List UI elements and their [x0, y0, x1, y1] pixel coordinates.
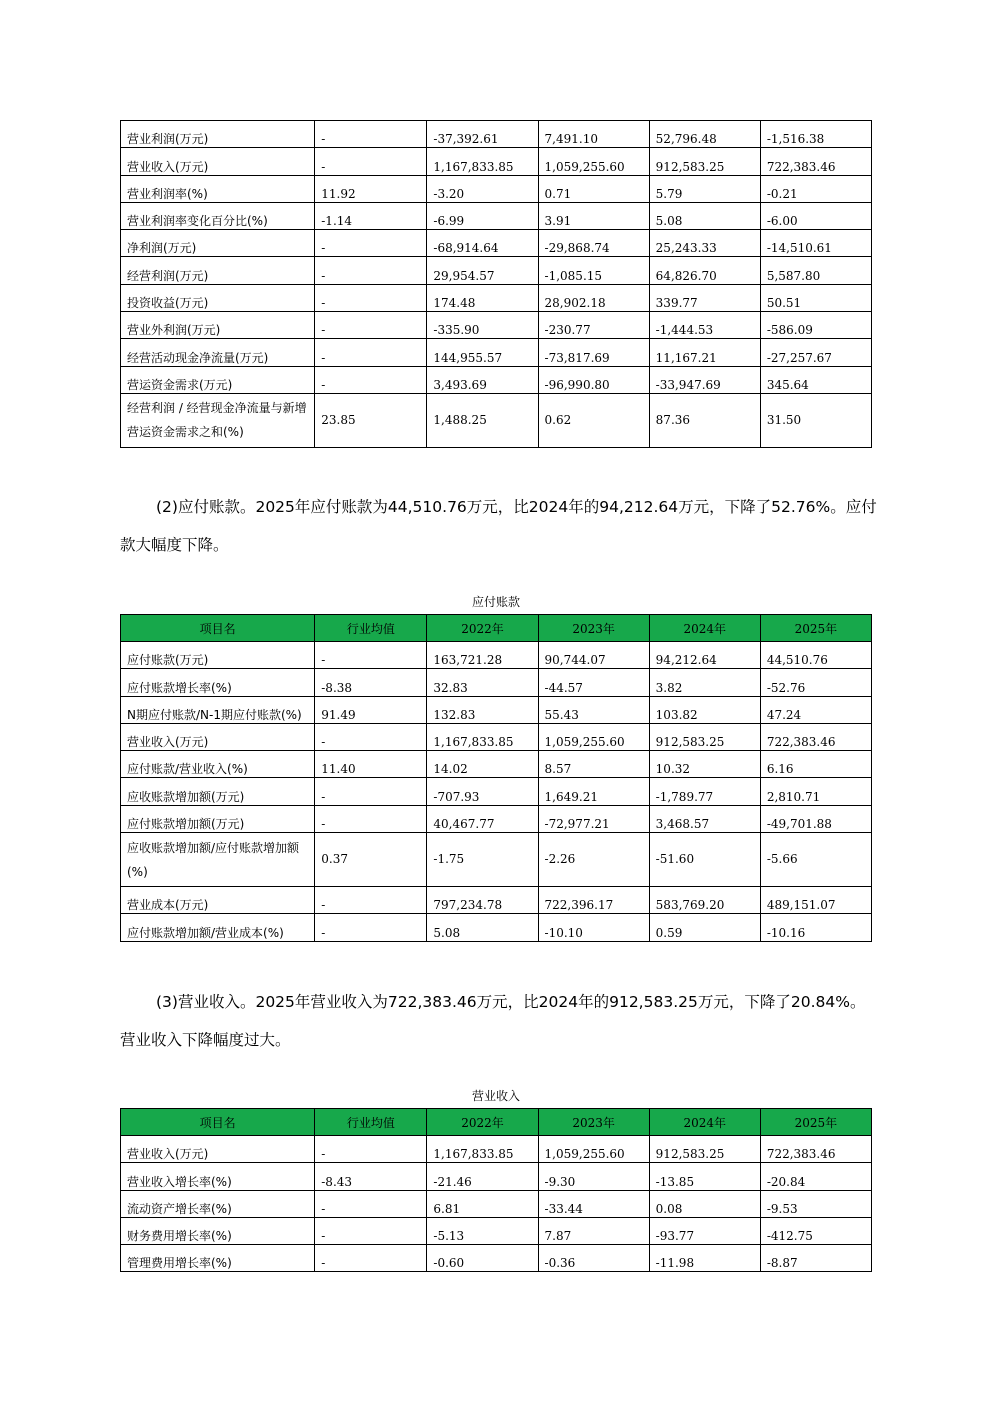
cell-value: 1,059,255.60: [538, 148, 649, 175]
column-header: 2023年: [538, 1109, 649, 1136]
cell-value: 40,467.77: [427, 805, 538, 832]
cell-value: -8.38: [315, 669, 427, 696]
row-label: 管理费用增长率(%): [121, 1245, 315, 1272]
row-label: 净利润(万元): [121, 230, 315, 257]
cell-value: -11.98: [649, 1245, 760, 1272]
cell-value: -: [315, 1245, 427, 1272]
cell-value: -: [315, 778, 427, 805]
table-row: [121, 148, 872, 175]
row-label: 投资收益(万元): [121, 284, 315, 311]
cell-value: 47.24: [760, 696, 871, 723]
cell-value: -73,817.69: [538, 339, 649, 366]
cell-value: 144,955.57: [427, 339, 538, 366]
column-header: 2023年: [538, 615, 649, 642]
cell-value: -5.13: [427, 1217, 538, 1244]
cell-value: -37,392.61: [427, 121, 538, 148]
table-row: [121, 778, 872, 805]
cell-value: -6.00: [760, 202, 871, 229]
cell-value: 163,721.28: [427, 642, 538, 669]
cell-value: 3.82: [649, 669, 760, 696]
row-label: 应付账款(万元): [121, 642, 315, 669]
header-row: [121, 615, 872, 642]
cell-value: -: [315, 805, 427, 832]
cell-value: -51.60: [649, 833, 760, 887]
cell-value: 3.91: [538, 202, 649, 229]
cell-value: 55.43: [538, 696, 649, 723]
cell-value: -: [315, 1217, 427, 1244]
cell-value: -10.10: [538, 914, 649, 941]
cell-value: 339.77: [649, 284, 760, 311]
cell-value: -: [315, 914, 427, 941]
cell-value: -1,516.38: [760, 121, 871, 148]
cell-value: 912,583.25: [649, 148, 760, 175]
cell-value: 7,491.10: [538, 121, 649, 148]
table-caption-revenue: 营业收入: [471, 1089, 520, 1103]
cell-value: -412.75: [760, 1217, 871, 1244]
cell-value: 722,383.46: [760, 723, 871, 750]
cell-value: 5.08: [427, 914, 538, 941]
cell-value: 2,810.71: [760, 778, 871, 805]
revenue-table: [120, 1108, 872, 1272]
cell-value: 3,493.69: [427, 366, 538, 393]
row-label: 营业利润率变化百分比(%): [121, 202, 315, 229]
cell-value: 5.79: [649, 175, 760, 202]
cell-value: -27,257.67: [760, 339, 871, 366]
cell-value: 10.32: [649, 751, 760, 778]
table-row: [121, 366, 872, 393]
cell-value: -5.66: [760, 833, 871, 887]
cell-value: -29,868.74: [538, 230, 649, 257]
cell-value: 8.57: [538, 751, 649, 778]
row-label: 营运资金需求(万元): [121, 366, 315, 393]
cell-value: -1.14: [315, 202, 427, 229]
table-row: [121, 833, 872, 887]
cell-value: 1,059,255.60: [538, 1136, 649, 1163]
profit-table: [120, 120, 872, 448]
cell-value: 1,167,833.85: [427, 148, 538, 175]
cell-value: 722,383.46: [760, 148, 871, 175]
cell-value: -1,789.77: [649, 778, 760, 805]
cell-value: -9.30: [538, 1163, 649, 1190]
cell-value: 3,468.57: [649, 805, 760, 832]
accounts-payable-table-body: [121, 642, 872, 942]
paragraph-accounts-payable: (2)应付账款。2025年应付账款为44,510.76万元，比2024年的94,212.64万元，下降了52.76%。应付款大幅度下降。: [120, 498, 877, 554]
row-label: 营业收入增长率(%): [121, 1163, 315, 1190]
column-header: 2025年: [760, 1109, 871, 1136]
column-header: 2025年: [760, 615, 871, 642]
cell-value: 174.48: [427, 284, 538, 311]
paragraph-revenue: (3)营业收入。2025年营业收入为722,383.46万元，比2024年的912,583.25万元，下降了20.84%。营业收入下降幅度过大。: [120, 993, 866, 1049]
cell-value: -33,947.69: [649, 366, 760, 393]
table-row: [121, 284, 872, 311]
row-label: 应付账款增长率(%): [121, 669, 315, 696]
cell-value: -72,977.21: [538, 805, 649, 832]
cell-value: 1,059,255.60: [538, 723, 649, 750]
accounts-payable-table: [120, 614, 872, 942]
cell-value: -: [315, 1136, 427, 1163]
cell-value: 0.71: [538, 175, 649, 202]
cell-value: 11,167.21: [649, 339, 760, 366]
cell-value: 90,744.07: [538, 642, 649, 669]
cell-value: 25,243.33: [649, 230, 760, 257]
cell-value: 50.51: [760, 284, 871, 311]
cell-value: 583,769.20: [649, 887, 760, 914]
cell-value: -8.87: [760, 1245, 871, 1272]
cell-value: -44.57: [538, 669, 649, 696]
cell-value: 14.02: [427, 751, 538, 778]
cell-value: -: [315, 121, 427, 148]
column-header: 2022年: [427, 615, 538, 642]
cell-value: -0.21: [760, 175, 871, 202]
header-row: [121, 1109, 872, 1136]
cell-value: 94,212.64: [649, 642, 760, 669]
cell-value: 912,583.25: [649, 1136, 760, 1163]
cell-value: 6.81: [427, 1190, 538, 1217]
cell-value: 1,649.21: [538, 778, 649, 805]
cell-value: -68,914.64: [427, 230, 538, 257]
cell-value: -: [315, 887, 427, 914]
cell-value: -: [315, 366, 427, 393]
cell-value: 28,902.18: [538, 284, 649, 311]
row-label: 流动资产增长率(%): [121, 1190, 315, 1217]
cell-value: 29,954.57: [427, 257, 538, 284]
cell-value: -8.43: [315, 1163, 427, 1190]
table-row: [121, 887, 872, 914]
cell-value: 64,826.70: [649, 257, 760, 284]
cell-value: 6.16: [760, 751, 871, 778]
cell-value: 7.87: [538, 1217, 649, 1244]
cell-value: 11.40: [315, 751, 427, 778]
table-row: [121, 1245, 872, 1272]
column-header: 2024年: [649, 615, 760, 642]
row-label: 营业外利润(万元): [121, 312, 315, 339]
row-label: 应收账款增加额/应付账款增加额(%): [121, 833, 315, 887]
cell-value: -13.85: [649, 1163, 760, 1190]
table-row: [121, 175, 872, 202]
cell-value: -14,510.61: [760, 230, 871, 257]
cell-value: -: [315, 284, 427, 311]
cell-value: -93.77: [649, 1217, 760, 1244]
cell-value: -586.09: [760, 312, 871, 339]
table-row: [121, 202, 872, 229]
cell-value: 0.62: [538, 393, 649, 447]
row-label: 经营活动现金净流量(万元): [121, 339, 315, 366]
cell-value: -10.16: [760, 914, 871, 941]
cell-value: -: [315, 257, 427, 284]
cell-value: -: [315, 312, 427, 339]
cell-value: 31.50: [760, 393, 871, 447]
cell-value: 132.83: [427, 696, 538, 723]
column-header: 项目名: [121, 615, 315, 642]
cell-value: 797,234.78: [427, 887, 538, 914]
cell-value: 1,488.25: [427, 393, 538, 447]
cell-value: -: [315, 339, 427, 366]
cell-value: 0.59: [649, 914, 760, 941]
table-row: [121, 257, 872, 284]
cell-value: 0.37: [315, 833, 427, 887]
cell-value: -1,444.53: [649, 312, 760, 339]
cell-value: 489,151.07: [760, 887, 871, 914]
table-row: [121, 805, 872, 832]
row-label: 财务费用增长率(%): [121, 1217, 315, 1244]
table-row: [121, 1190, 872, 1217]
cell-value: -707.93: [427, 778, 538, 805]
cell-value: 0.08: [649, 1190, 760, 1217]
row-label: 营业利润(万元): [121, 121, 315, 148]
row-label: 营业成本(万元): [121, 887, 315, 914]
cell-value: 44,510.76: [760, 642, 871, 669]
table-row: [121, 393, 872, 447]
cell-value: 11.92: [315, 175, 427, 202]
table-row: [121, 696, 872, 723]
table-row: [121, 1163, 872, 1190]
cell-value: 23.85: [315, 393, 427, 447]
cell-value: -9.53: [760, 1190, 871, 1217]
column-header: 2022年: [427, 1109, 538, 1136]
cell-value: -3.20: [427, 175, 538, 202]
cell-value: -230.77: [538, 312, 649, 339]
column-header: 2024年: [649, 1109, 760, 1136]
row-label: 应付账款增加额(万元): [121, 805, 315, 832]
cell-value: -: [315, 148, 427, 175]
cell-value: 912,583.25: [649, 723, 760, 750]
cell-value: -: [315, 642, 427, 669]
row-label: 应付账款/营业收入(%): [121, 751, 315, 778]
cell-value: 5,587.80: [760, 257, 871, 284]
cell-value: -: [315, 723, 427, 750]
row-label: 应付账款增加额/营业成本(%): [121, 914, 315, 941]
cell-value: 5.08: [649, 202, 760, 229]
cell-value: 91.49: [315, 696, 427, 723]
row-label: 营业利润率(%): [121, 175, 315, 202]
cell-value: 32.83: [427, 669, 538, 696]
cell-value: 722,383.46: [760, 1136, 871, 1163]
table-row: [121, 1217, 872, 1244]
cell-value: -0.36: [538, 1245, 649, 1272]
cell-value: -1,085.15: [538, 257, 649, 284]
table-row: [121, 669, 872, 696]
table-row: [121, 230, 872, 257]
row-label: 营业收入(万元): [121, 148, 315, 175]
cell-value: -49,701.88: [760, 805, 871, 832]
cell-value: -52.76: [760, 669, 871, 696]
table-row: [121, 751, 872, 778]
cell-value: -2.26: [538, 833, 649, 887]
cell-value: -96,990.80: [538, 366, 649, 393]
profit-table-body: [121, 121, 872, 448]
row-label: N期应付账款/N-1期应付账款(%): [121, 696, 315, 723]
cell-value: -20.84: [760, 1163, 871, 1190]
table-row: [121, 914, 872, 941]
table-row: [121, 312, 872, 339]
revenue-table-body: [121, 1136, 872, 1272]
table-caption-accounts-payable: 应付账款: [471, 595, 520, 609]
column-header: 行业均值: [315, 615, 427, 642]
column-header: 行业均值: [315, 1109, 427, 1136]
cell-value: -0.60: [427, 1245, 538, 1272]
table-row: [121, 121, 872, 148]
cell-value: -33.44: [538, 1190, 649, 1217]
revenue-table-header: [121, 1109, 872, 1136]
table-row: [121, 723, 872, 750]
table-row: [121, 642, 872, 669]
row-label: 应收账款增加额(万元): [121, 778, 315, 805]
cell-value: 1,167,833.85: [427, 723, 538, 750]
row-label: 经营利润 / 经营现金净流量与新增营运资金需求之和(%): [121, 393, 315, 447]
cell-value: 52,796.48: [649, 121, 760, 148]
table-row: [121, 339, 872, 366]
cell-value: -1.75: [427, 833, 538, 887]
cell-value: 722,396.17: [538, 887, 649, 914]
row-label: 营业收入(万元): [121, 723, 315, 750]
row-label: 营业收入(万元): [121, 1136, 315, 1163]
column-header: 项目名: [121, 1109, 315, 1136]
cell-value: 103.82: [649, 696, 760, 723]
cell-value: 87.36: [649, 393, 760, 447]
cell-value: -: [315, 230, 427, 257]
cell-value: -: [315, 1190, 427, 1217]
cell-value: -6.99: [427, 202, 538, 229]
cell-value: -335.90: [427, 312, 538, 339]
accounts-payable-table-header: [121, 615, 872, 642]
cell-value: 345.64: [760, 366, 871, 393]
cell-value: -21.46: [427, 1163, 538, 1190]
cell-value: 1,167,833.85: [427, 1136, 538, 1163]
table-row: [121, 1136, 872, 1163]
row-label: 经营利润(万元): [121, 257, 315, 284]
